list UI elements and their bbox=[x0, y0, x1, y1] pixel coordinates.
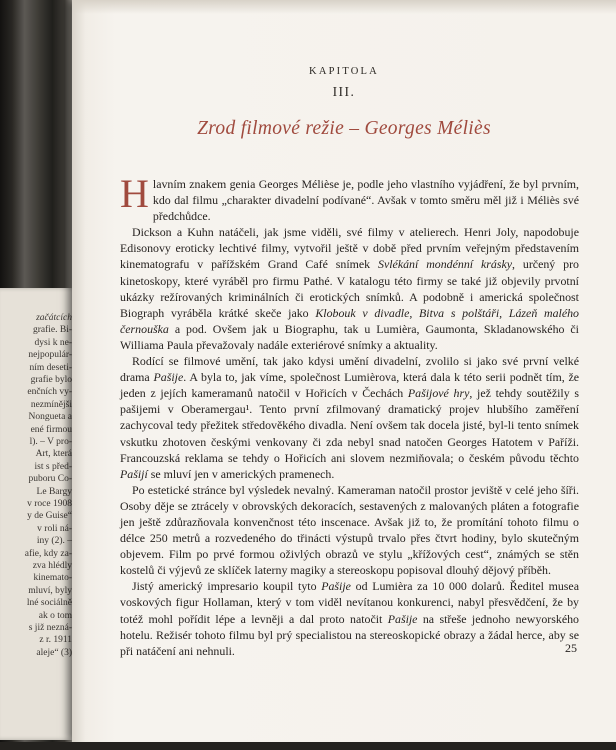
underlying-text-fragment: grafie. Bi- bbox=[32, 325, 72, 336]
paragraph-2: Dickson a Kuhn natáčeli, jak jsme viděli, své filmy v atelierech. Henri Joly, napodobuje Edisonovy eroticky lechtivé filmy, vytvořil ještě v době před prvním veřejným představením kinematografu v pařížském Grand Café snímek Svlékání mondénní krásky, určený pro kinetoskopy, které vyráběl pro firmu Pathé. V katalogu této firmy se také již objevily prvotní ukázky režírovaných kriminálních či erotických snímků. A podobně i americká společnost Biograph vyráběla krátké skeče jako Klobouk v divadle, Bitva s polštáři, Lázeň malého černouška a pod. Ovšem jak u Biographu, tak u Lumièra, Gaumonta, Skladanowského či Williama Paula převažovaly nadále exteriérové snímky a aktuality. bbox=[120, 225, 579, 352]
paragraph-3: Rodící se filmové umění, tak jako kdysi umění divadelní, zvolilo si jako své první velké drama Pašije. A byla to, jak víme, společnost Lumièrova, která dala k této serii podnět tím, že jeden z jejích kameramanů natočil v Hořicích v Čechách Pašijové hry, jež tehdy soutěžily s pašijemi v Oberamergau¹. Tento první zfilmovaný dramatický projev hlubšího zaměření zachycoval tedy přežitek středověkého divadla. Není ovšem tak docela jisté, byl-li tento snímek vskutku zhotoven českými venkovany či zda nebyl snad natočen Georges Hatotem v Paříži. Francouzská reklama se tehdy o Hořicích ani slovem nezmiňovala; o českém původu těchto Pašijí se mluví jen v amerických pramenech. bbox=[120, 354, 579, 481]
body-text bbox=[120, 171, 579, 659]
underlying-text-fragment: s již nezná- bbox=[28, 623, 72, 633]
chapter-label: KAPITOLA bbox=[309, 66, 379, 77]
underlying-text-fragment: nejpopulár- bbox=[28, 350, 72, 361]
underlying-text-fragment: afie, kdy za- bbox=[24, 548, 72, 559]
chapter-number: III. bbox=[332, 84, 356, 99]
underlying-text-fragment: lné sociálně bbox=[26, 598, 72, 609]
underlying-text-fragment: mluví, byly bbox=[28, 585, 72, 596]
underlying-text-fragment: y de Guise“ bbox=[27, 511, 72, 522]
bottom-edge bbox=[0, 742, 616, 750]
page-top-shadow bbox=[72, 0, 616, 14]
underlying-text-fragment: ním deseti- bbox=[29, 362, 72, 373]
paragraph-1: Hlavním znakem genia Georges Mélièse je, podle jeho vlastního vyjádření, že byl prvním, kdo dal filmu „charakter divadelní podívané“. Avšak v tomto směru měl již i Méliès své předchůdce. bbox=[120, 171, 579, 224]
underlying-text-fragment: l). – V pro- bbox=[29, 437, 72, 447]
underlying-text-fragment: enčních vy- bbox=[27, 387, 72, 398]
chapter-title: Zrod filmové režie – Georges Méliès bbox=[197, 118, 491, 139]
paragraph-5: Jistý americký impresario koupil tyto Pašije od Lumièra za 10 000 dolarů. Ředitel musea voskových figur Hollaman, který v tom viděl nevítanou konkurenci, nabyl přesvědčení, že by totéž mohl pořídit lépe a levněji a dal proto natočit Pašije na střeše jednoho newyorského hotelu. Režisér tohoto filmu byl prý specialistou na stereoskopické obrazy a žádal herce, aby se při natáčení ani nehnuli. bbox=[120, 579, 579, 658]
page-number: 25 bbox=[565, 641, 577, 655]
underlying-text-fragment: v roce 1908 bbox=[27, 499, 72, 509]
underlying-text-fragment: nezmínějši bbox=[30, 399, 72, 410]
underlying-text-fragment: dysi k ne- bbox=[34, 337, 72, 348]
paragraph-4: Po estetické stránce byl výsledek nevalný. Kameraman natočil prostor jeviště v celé jeho šíři. Osoby děje se ztrácely v obrovských dekoracích, sestavených z malovaných pláten a fotografie jen ještě zdůrazňovala konvenčnost této inscenace. Avšak již to, že promítání tohoto filmu o délce 250 metrů a rozvedeného do třinácti výstupů trvalo přes čtvrt hodiny, bylo skutečným objevem. Film po prvé formou oživlých obrazů ve stylu „křížových cest“, známých se stěn kostelů či výjevů ze sklíček laterny magiky a stereoskopu popisoval dlouhý dějový příběh. bbox=[120, 482, 579, 578]
underlying-text-fragment: v roli ná- bbox=[37, 523, 72, 534]
underlying-text-fragment: z r. 1911 bbox=[39, 635, 72, 646]
underlying-text-fragment: Nonguetа a bbox=[28, 412, 72, 423]
underlying-text-fragment: kinemato- bbox=[33, 573, 72, 584]
underlying-text-fragment: aleje“ (3) bbox=[36, 647, 72, 658]
underlying-text-fragment: ené firmou bbox=[30, 424, 72, 435]
underlying-text-fragment: ist s před- bbox=[34, 461, 72, 472]
underlying-text-fragment: Art, která bbox=[35, 449, 72, 460]
book-page bbox=[72, 0, 616, 742]
underlying-text-fragment: ak o tom bbox=[38, 610, 72, 621]
underlying-page bbox=[0, 288, 78, 740]
drop-cap: H bbox=[120, 171, 149, 216]
underlying-text-fragment: puboru Co- bbox=[28, 474, 72, 485]
underlying-text-fragment: grafie bylo bbox=[30, 375, 72, 385]
underlying-text-fragment: zva hlédly bbox=[32, 561, 72, 571]
underlying-text-fragment: začátcích bbox=[36, 313, 72, 323]
underlying-text-fragment: iny (2). – bbox=[36, 536, 72, 547]
underlying-text-fragment: Le Bargy bbox=[36, 486, 72, 497]
